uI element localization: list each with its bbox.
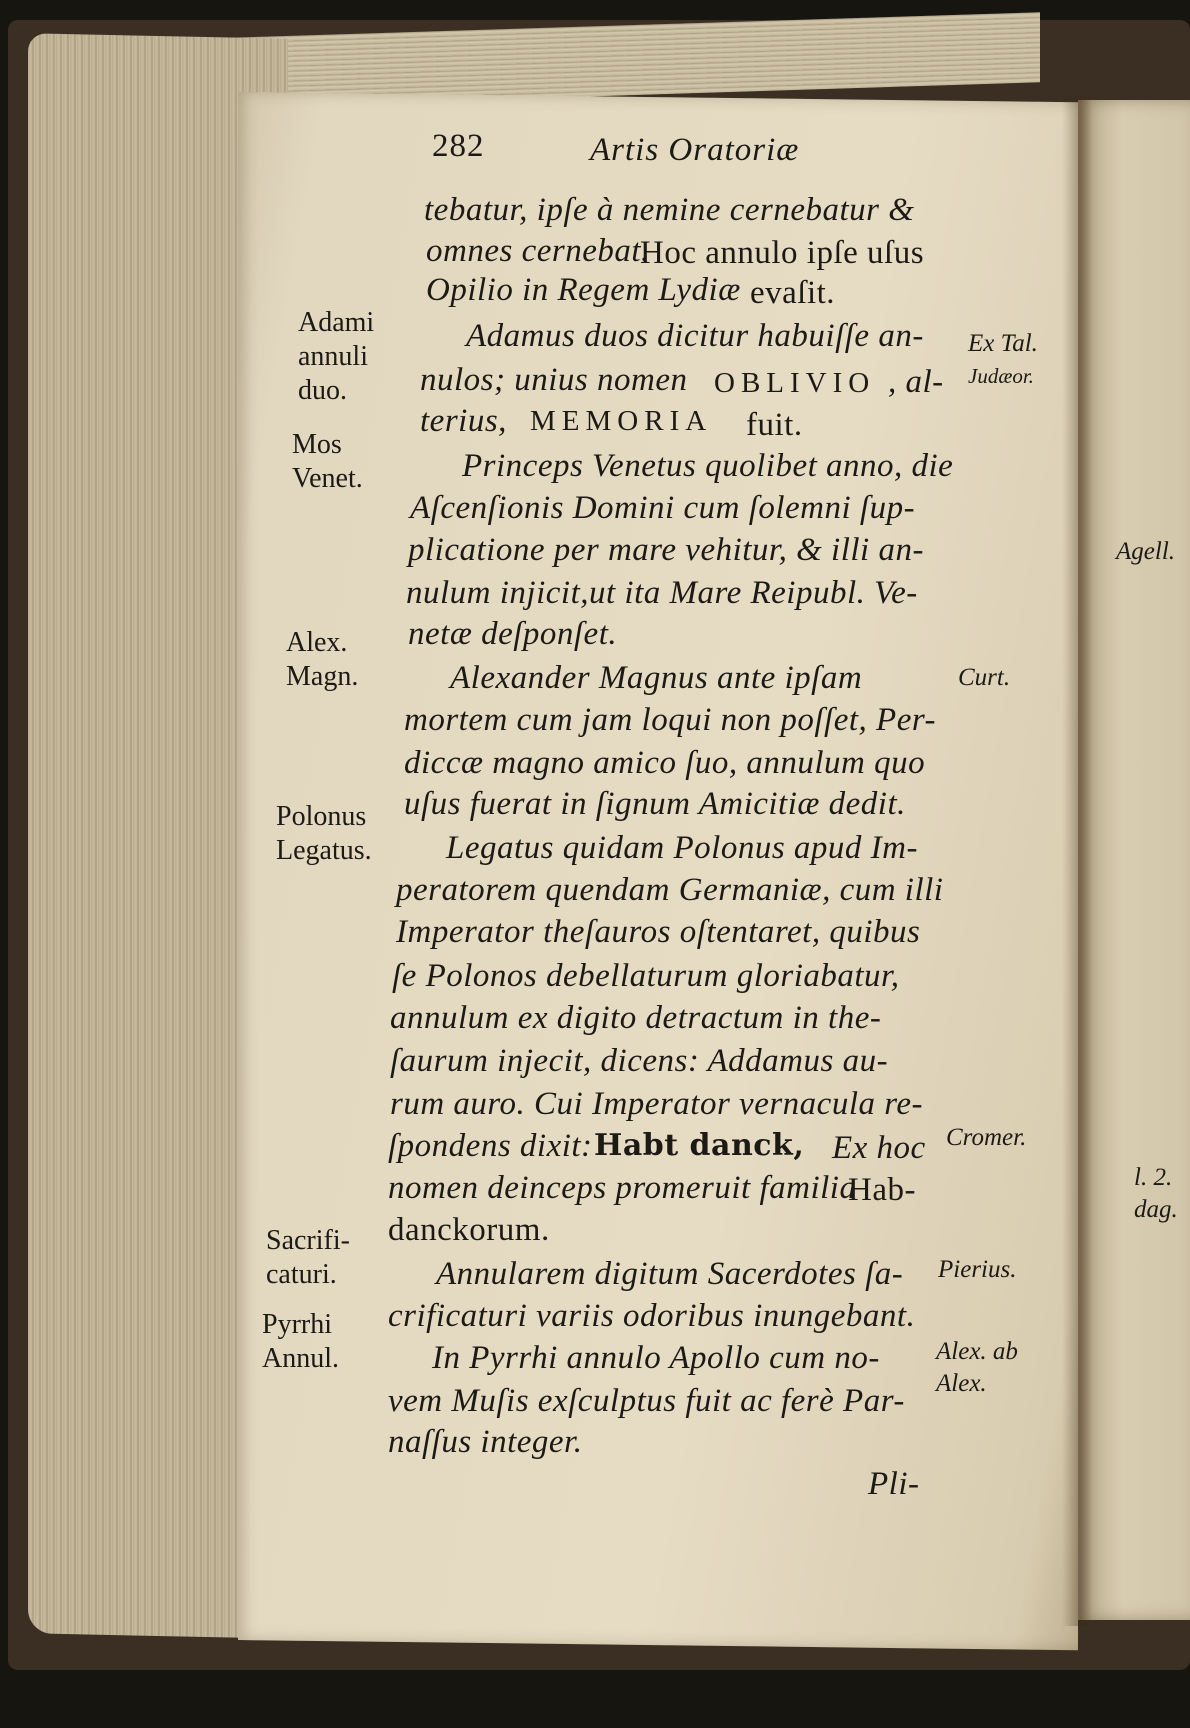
body-line: Hab-: [848, 1172, 916, 1208]
body-line: fuit.: [746, 407, 803, 443]
body-line: , al-: [888, 364, 944, 400]
body-line: plicatione per mare vehitur, & illi an-: [408, 532, 924, 568]
right-margin-note: Alex. ab Alex.: [936, 1338, 1018, 1397]
body-line: Opilio in Regem Lydiæ: [426, 272, 741, 308]
body-line: Hoc annulo ipſe uſus: [640, 235, 925, 271]
body-line: crificaturi variis odoribus inungebant.: [388, 1298, 916, 1334]
body-line: diccæ magno amico ſuo, annulum quo: [404, 745, 926, 781]
body-line: Imperator theſauros oſtentaret, quibus: [396, 914, 921, 950]
right-margin-note: Ex Tal. Judæor.: [968, 330, 1038, 388]
body-line: Adamus duos dicitur habuiſſe an-: [466, 318, 924, 354]
body-line: Ex hoc: [832, 1130, 926, 1166]
body-line: naſſus integer.: [388, 1424, 583, 1460]
left-margin-note: Polonus Legatus.: [276, 801, 372, 866]
facing-page-margin-note: Agell.: [1116, 538, 1176, 565]
body-line: mortem cum jam loqui non poſſet, Per-: [404, 702, 937, 738]
facing-page-edge: [1078, 100, 1190, 1620]
body-line: nulum injicit,ut ita Mare Reipubl. Ve-: [406, 575, 918, 611]
right-margin-note: Pierius.: [938, 1256, 1017, 1283]
body-line: ſaurum injecit, dicens: Addamus au-: [390, 1043, 889, 1079]
right-margin-note: Curt.: [958, 664, 1011, 691]
body-line: Princeps Venetus quolibet anno, die: [462, 448, 954, 484]
body-line-small-caps: OBLIVIO: [714, 367, 876, 399]
body-line: ſe Polonos debellaturum gloriabatur,: [392, 958, 900, 994]
gutter-shadow: [1062, 96, 1092, 1626]
body-line: nomen deinceps promeruit familia: [388, 1170, 857, 1206]
left-margin-note: Adami annuli duo.: [298, 307, 375, 406]
body-line-blackletter: Habt danck,: [594, 1128, 805, 1163]
facing-page-margin-note: l. 2. dag.: [1134, 1164, 1178, 1223]
body-line: terius,: [420, 403, 507, 439]
body-line: uſus fuerat in ſignum Amicitiæ dedit.: [404, 786, 906, 822]
body-line: peratorem quendam Germaniæ, cum illi: [396, 872, 944, 908]
body-line: nulos; unius nomen: [420, 362, 688, 398]
body-line: rum auro. Cui Imperator vernacula re-: [390, 1086, 923, 1122]
body-line: ſpondens dixit:: [388, 1128, 593, 1164]
left-margin-note: Pyrrhi Annul.: [262, 1309, 339, 1374]
body-line: annulum ex digito detractum in the-: [390, 1000, 882, 1036]
body-line: danckorum.: [388, 1212, 550, 1248]
body-line: In Pyrrhi annulo Apollo cum no-: [432, 1340, 880, 1376]
left-margin-note: Mos Venet.: [292, 429, 363, 494]
body-line: omnes cernebat.: [426, 233, 650, 269]
right-margin-note: Cromer.: [946, 1124, 1027, 1151]
left-margin-note: Sacrifi- caturi.: [266, 1225, 350, 1290]
body-line: Annularem digitum Sacerdotes ſa-: [436, 1256, 904, 1292]
left-margin-note: Alex. Magn.: [286, 627, 359, 692]
catchword: Pli-: [868, 1466, 920, 1502]
body-line-small-caps: MEMORIA: [530, 405, 713, 437]
body-line: tebatur, ipſe à nemine cernebatur &: [424, 192, 915, 228]
running-title: Artis Oratoriæ: [590, 132, 800, 168]
body-line: Alexander Magnus ante ipſam: [450, 660, 863, 696]
body-line: Aſcenſionis Domini cum ſolemni ſup-: [410, 490, 916, 526]
body-line: vem Muſis exſculptus fuit ac ferè Par-: [388, 1383, 905, 1419]
page-number: 282: [432, 128, 485, 164]
body-line: netæ deſponſet.: [408, 616, 618, 652]
body-line: evaſit.: [750, 275, 836, 311]
body-line: Legatus quidam Polonus apud Im-: [446, 830, 918, 866]
